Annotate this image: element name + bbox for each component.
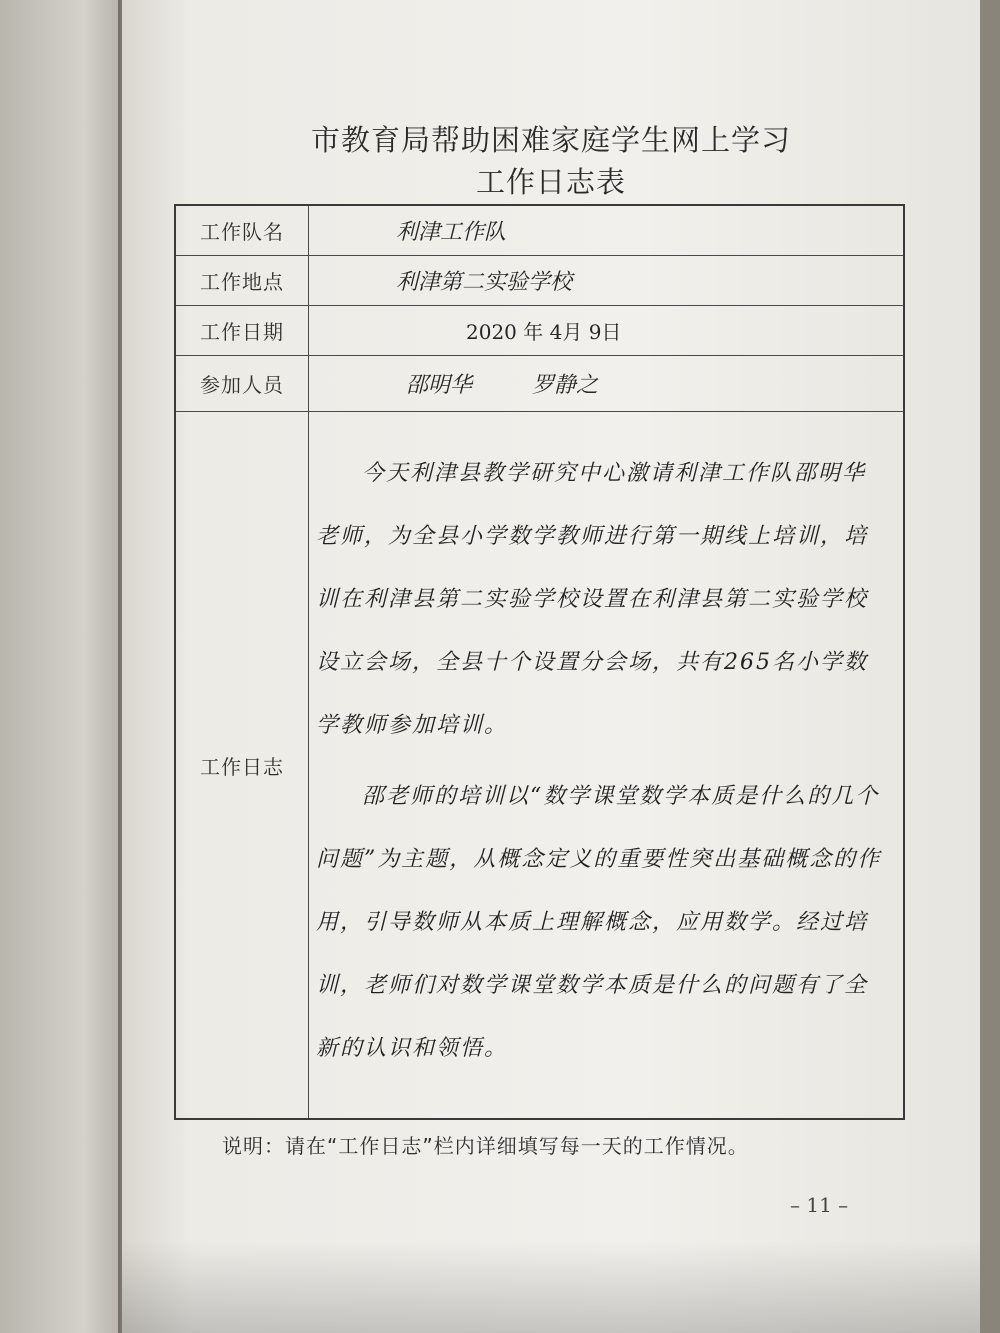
work-log-content	[316, 442, 889, 1088]
participants-label: 参加人员	[176, 356, 309, 411]
table-row-participants	[176, 356, 903, 412]
log-paragraph: 邵老师的培训以“数学课堂数学本质是什么的几个问题”为主题，从概念定义的重要性突出基础概念的作用，引导数师从本质上理解概念，应用数学。经过培训，老师们对数学课堂数学本质是什么的问题有了全新的认识和领悟。	[316, 784, 882, 1061]
participants-value	[316, 356, 895, 411]
document-title: 市教育局帮助困难家庭学生网上学习	[310, 123, 791, 157]
date-value: 2020 年 4月 9日	[466, 320, 622, 344]
team-name-label: 工作队名	[176, 206, 309, 255]
table-row-work-log	[176, 412, 903, 1118]
document-page	[122, 0, 980, 1333]
instruction-note: 说明：请在“工作日志”栏内详细填写每一天的工作情况。	[222, 1134, 749, 1158]
table-row-location	[176, 256, 903, 306]
document-subtitle: 工作日志表	[475, 165, 626, 199]
participant-name: 罗静之	[532, 373, 599, 398]
table-row-team-name	[176, 206, 903, 256]
location-label: 工作地点	[176, 256, 309, 305]
desk-edge	[980, 0, 1000, 1333]
work-log-table	[174, 204, 905, 1120]
team-name-value: 利津工作队	[396, 220, 507, 245]
page-shadow	[122, 1240, 980, 1333]
work-log-label: 工作日志	[176, 412, 309, 1118]
participant-name: 邵明华	[406, 373, 473, 398]
table-row-date	[176, 306, 903, 356]
date-label: 工作日期	[176, 306, 309, 355]
log-paragraph: 今天利津县教学研究中心激请利津工作队邵明华老师，为全县小学数学教师进行第一期线上培训，培训在利津县第二实验学校设置在利津县第二实验学校设立会场，全县十个设置分会场，共有265名小学数学教师参加培训。	[316, 461, 869, 738]
location-value: 利津第二实验学校	[396, 270, 573, 295]
page-number: – 11 –	[790, 1193, 849, 1217]
